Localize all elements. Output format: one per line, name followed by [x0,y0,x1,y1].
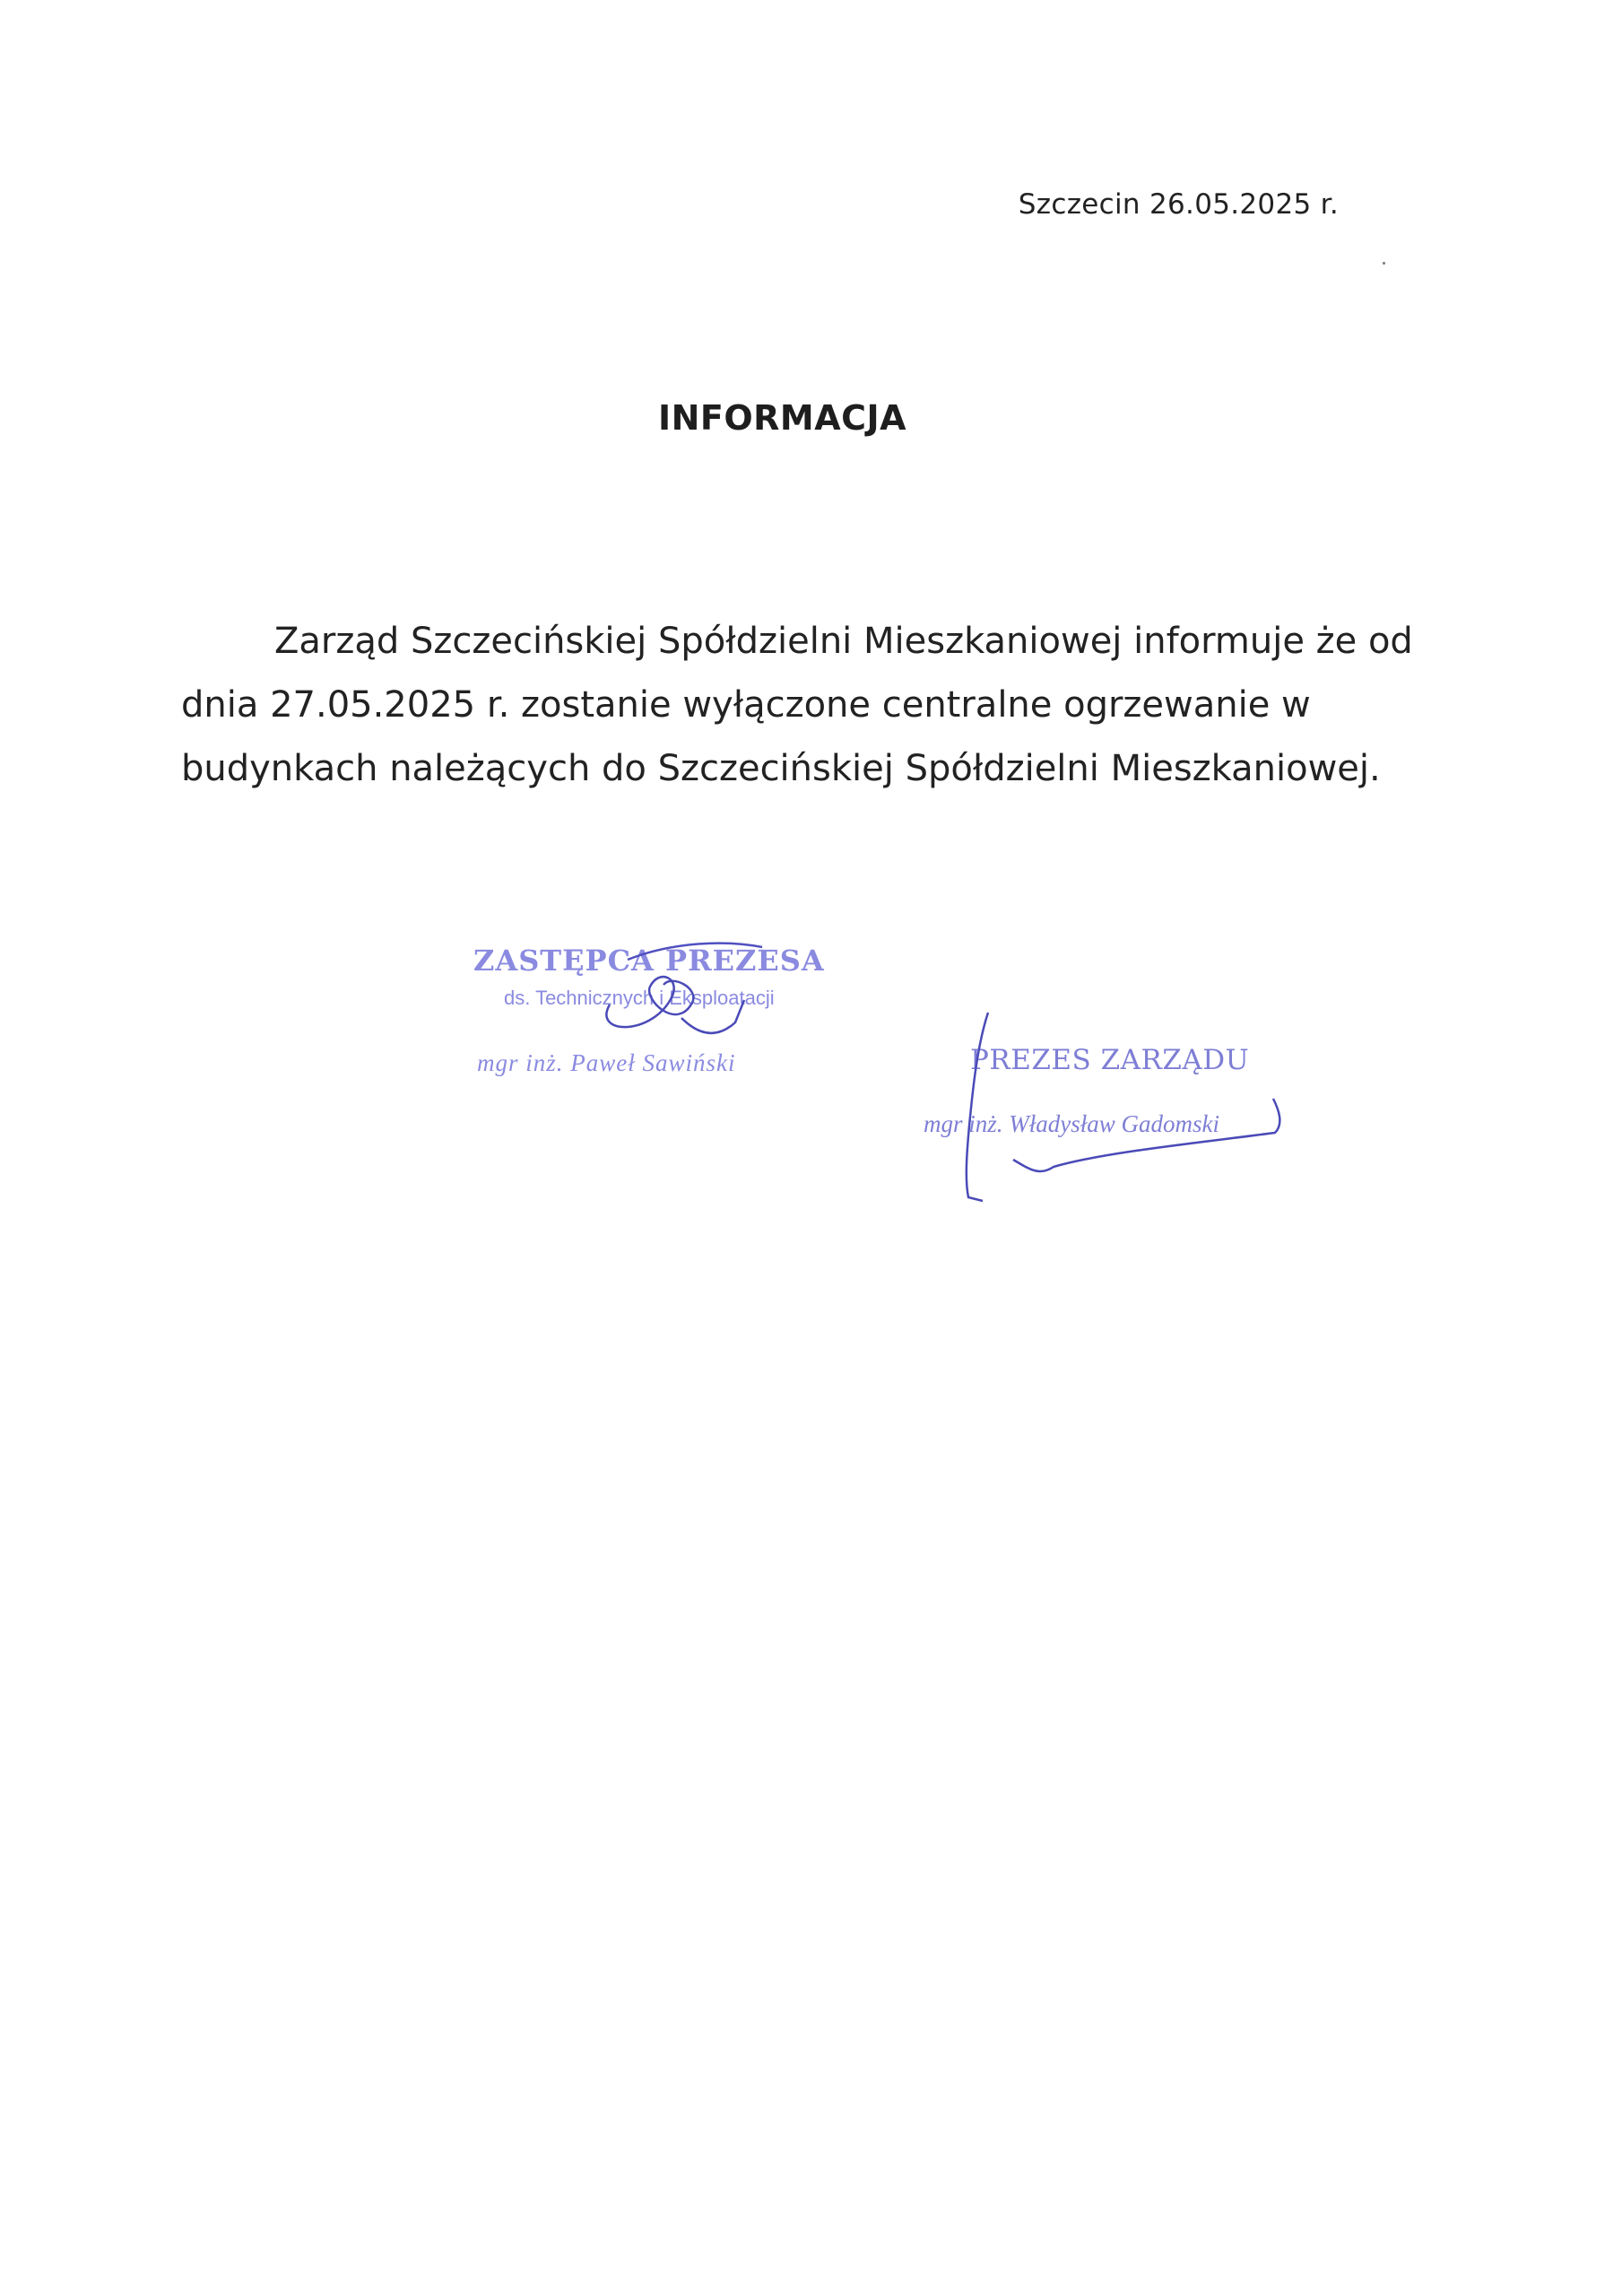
deputy-stamp-subtitle: ds. Technicznych i Eksploatacji [504,987,775,1009]
president-stamp-name: mgr inż. Władysław Gadomski [924,1110,1219,1137]
place-date: Szczecin 26.05.2025 r. [1018,188,1339,221]
body-line-3: budynkach należących do Szczecińskiej Spółdzielni Mieszkaniowej. [181,748,1381,789]
deputy-stamp-title: ZASTĘPCA PREZESA [473,944,825,978]
deputy-stamp-name: mgr inż. Paweł Sawiński [477,1049,736,1076]
body-line-2: dnia 27.05.2025 r. zostanie wyłączone centralne ogrzewanie w [181,684,1311,726]
scan-speck [1383,262,1385,265]
deputy-signature [574,933,807,1049]
body-line-1: Zarząd Szczecińskiej Spółdzielni Mieszkaniowej informuje że od [274,621,1413,662]
president-stamp-title: PREZES ZARZĄDU [970,1044,1250,1076]
document-title: INFORMACJA [657,398,907,438]
announcement-body [181,610,1436,801]
president-signature [932,1009,1291,1215]
